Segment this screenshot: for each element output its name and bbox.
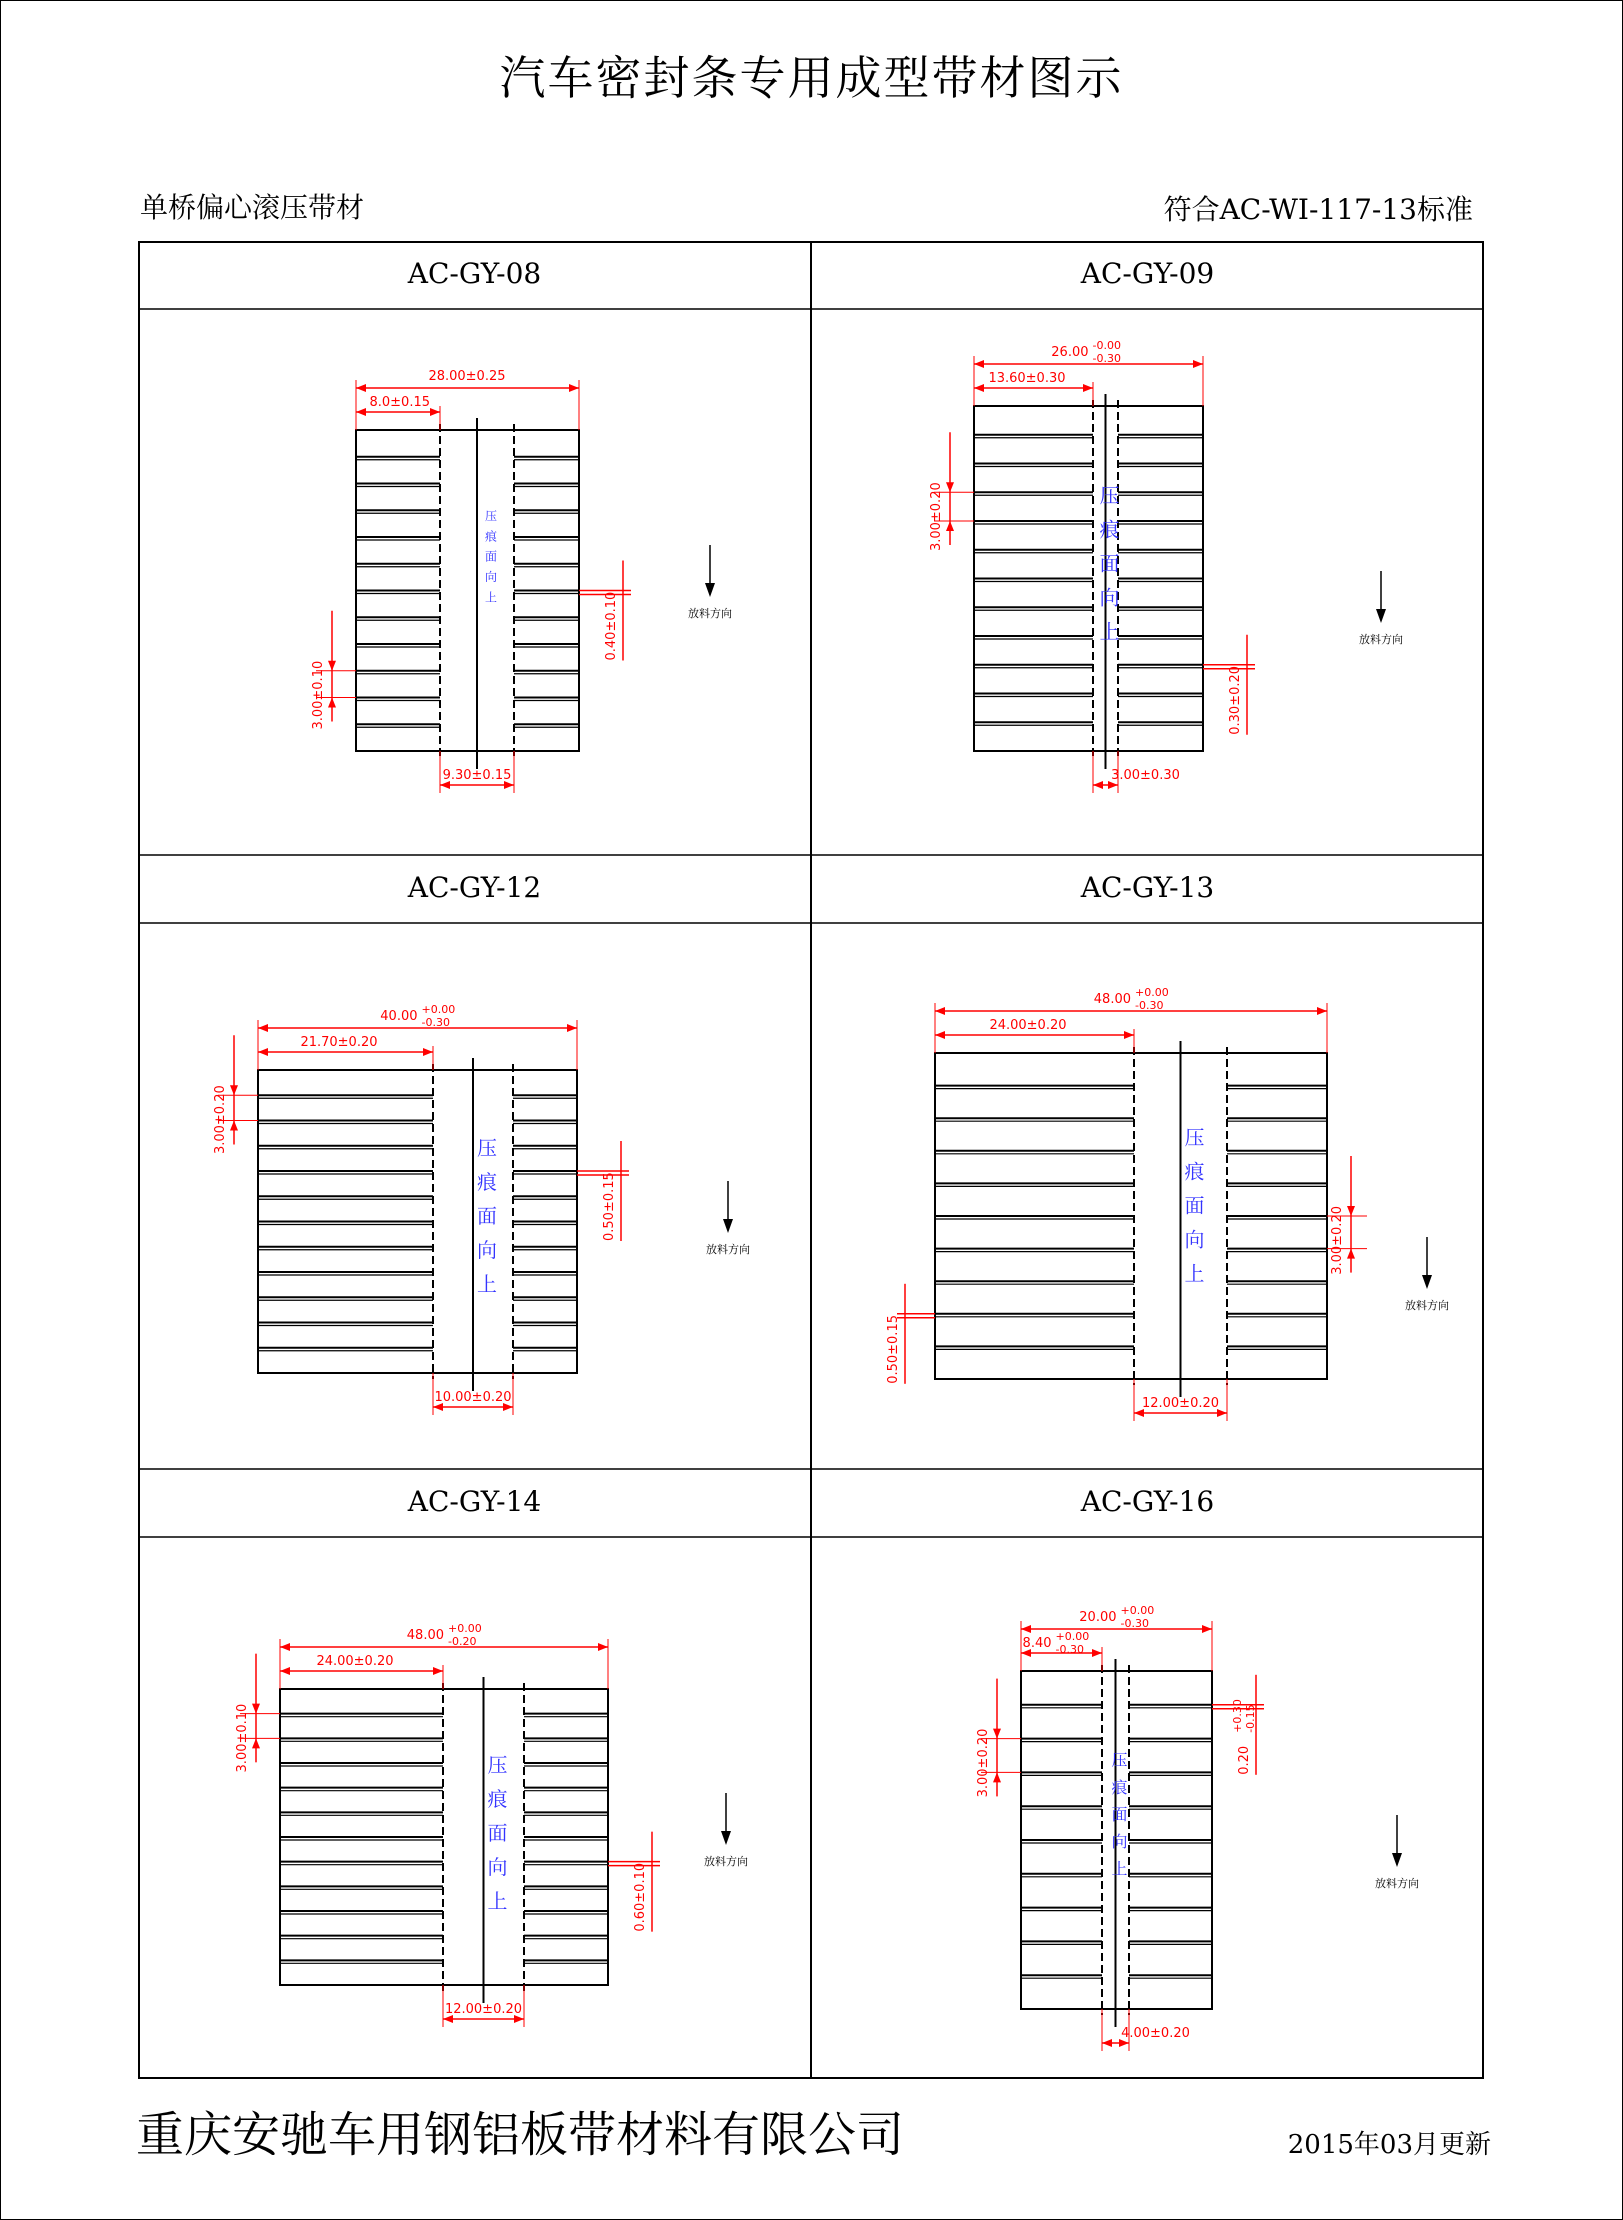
total-width-label xyxy=(1051,339,1121,365)
note-char: 上 xyxy=(477,1271,497,1296)
emboss-face-up-note xyxy=(1185,1125,1205,1285)
left-width-label xyxy=(369,395,430,410)
pitch-dimension xyxy=(311,611,356,730)
feed-direction-arrow xyxy=(1359,571,1403,646)
slot-dimension xyxy=(577,1141,629,1241)
pitch-dimension xyxy=(929,432,974,551)
note-char: 向 xyxy=(487,1854,508,1879)
slot-label xyxy=(1228,666,1243,735)
left-width-label xyxy=(316,1654,393,1669)
emboss-face-up-note xyxy=(477,1136,497,1296)
slot-dimension xyxy=(608,1832,660,1932)
pitch-dimension xyxy=(213,1035,258,1154)
svg-text:0.20: 0.20 xyxy=(1237,1745,1252,1775)
panel-code-ac-gy-09: AC-GY-09 xyxy=(1080,256,1215,290)
figure-ac-gy-13 xyxy=(811,923,1484,1469)
pitch-label: 3.00±0.10 xyxy=(311,660,326,730)
left-width-label xyxy=(989,1018,1066,1033)
pitch-label: 3.00±0.10 xyxy=(235,1703,250,1773)
svg-text:13.60±0.30: 13.60±0.30 xyxy=(988,371,1066,386)
slot-label xyxy=(633,1863,648,1932)
company-name: 重庆安驰车用钢铝板带材料有限公司 xyxy=(136,2107,905,2163)
svg-text:21.70±0.20: 21.70±0.20 xyxy=(300,1035,378,1050)
svg-text:28.00±0.25: 28.00±0.25 xyxy=(428,369,506,384)
pitch-label: 3.00±0.20 xyxy=(976,1728,991,1798)
feed-direction-label: 放料方向 xyxy=(1359,633,1403,646)
center-width-label: 12.00±0.20 xyxy=(1141,1396,1220,1411)
feed-direction-label: 放料方向 xyxy=(688,607,732,620)
svg-text:0.50±0.15: 0.50±0.15 xyxy=(602,1172,617,1241)
pitch-dimension xyxy=(235,1654,280,1773)
note-char: 上 xyxy=(1099,619,1120,644)
svg-text:24.00±0.20: 24.00±0.20 xyxy=(989,1018,1067,1033)
left-width-label xyxy=(300,1035,377,1050)
total-width-label xyxy=(380,1003,455,1029)
figure-ac-gy-16 xyxy=(811,1537,1484,2083)
panel-code-ac-gy-14: AC-GY-14 xyxy=(407,1484,542,1518)
note-char: 向 xyxy=(484,570,498,585)
svg-text:+0.30: +0.30 xyxy=(1231,1699,1244,1733)
center-width-label: 10.00±0.20 xyxy=(434,1390,512,1405)
note-char: 向 xyxy=(477,1237,497,1262)
panel-code-ac-gy-12: AC-GY-12 xyxy=(407,870,542,904)
center-width-label: 4.00±0.20 xyxy=(1121,2026,1190,2041)
feed-direction-arrow xyxy=(1375,1815,1419,1890)
note-char: 痕 xyxy=(1099,517,1120,542)
svg-text:8.40: 8.40 xyxy=(1022,1636,1052,1651)
note-char: 痕 xyxy=(1111,1777,1128,1797)
note-char: 痕 xyxy=(1184,1159,1205,1184)
note-char: 压 xyxy=(1111,1750,1128,1770)
svg-text:8.0±0.15: 8.0±0.15 xyxy=(369,395,430,410)
feed-direction-label: 放料方向 xyxy=(1405,1299,1449,1312)
pitch-label: 3.00±0.20 xyxy=(1330,1206,1345,1275)
panel-code-ac-gy-13: AC-GY-13 xyxy=(1080,870,1215,904)
svg-text:20.00: 20.00 xyxy=(1079,1610,1117,1625)
slot-dimension xyxy=(1212,1675,1264,1775)
note-char: 压 xyxy=(1184,1125,1205,1150)
note-char: 面 xyxy=(477,1203,497,1228)
standard-label: 符合AC-WI-117-13标准 xyxy=(1163,193,1473,226)
figure-ac-gy-14 xyxy=(138,1537,811,2083)
left-width-dimension xyxy=(974,371,1093,406)
page-title: 汽车密封条专用成型带材图示 xyxy=(499,51,1124,105)
feed-direction-arrow xyxy=(704,1793,748,1868)
svg-text:0.30±0.20: 0.30±0.20 xyxy=(1228,665,1243,735)
total-width-label xyxy=(1094,986,1169,1012)
svg-text:-0.15: -0.15 xyxy=(1244,1704,1257,1733)
svg-text:0.60±0.10: 0.60±0.10 xyxy=(633,1862,648,1932)
slot-dimension xyxy=(1203,635,1255,735)
feed-direction-label: 放料方向 xyxy=(704,1855,748,1868)
note-char: 向 xyxy=(1099,585,1120,610)
svg-text:+0.00: +0.00 xyxy=(1055,1630,1090,1643)
svg-text:-0.30: -0.30 xyxy=(1135,999,1164,1012)
slot-dimension xyxy=(579,561,631,661)
figure-ac-gy-08 xyxy=(138,309,811,855)
update-date: 2015年03月更新 xyxy=(1287,2130,1491,2160)
left-width-label xyxy=(988,371,1065,386)
svg-text:-0.00: -0.00 xyxy=(1092,339,1121,352)
note-char: 压 xyxy=(484,508,498,523)
svg-text:+0.00: +0.00 xyxy=(421,1003,456,1016)
note-char: 压 xyxy=(1099,483,1120,508)
total-width-label xyxy=(1079,1604,1154,1630)
figure-ac-gy-12 xyxy=(138,923,811,1469)
svg-text:24.00±0.20: 24.00±0.20 xyxy=(316,1654,394,1669)
panel-code-ac-gy-08: AC-GY-08 xyxy=(407,256,542,290)
strip-outline xyxy=(974,406,1203,751)
note-char: 上 xyxy=(487,1888,508,1913)
left-width-dimension xyxy=(1021,1630,1102,1671)
slot-label xyxy=(602,1172,617,1241)
svg-text:26.00: 26.00 xyxy=(1051,345,1089,360)
note-char: 向 xyxy=(1111,1832,1128,1852)
note-char: 上 xyxy=(1111,1859,1128,1879)
panel-code-ac-gy-16: AC-GY-16 xyxy=(1080,1484,1215,1518)
total-width-label xyxy=(428,369,505,384)
svg-text:+0.00: +0.00 xyxy=(1120,1604,1155,1617)
feed-direction-arrow xyxy=(1405,1237,1449,1312)
note-char: 痕 xyxy=(484,529,498,544)
strip-outline xyxy=(935,1053,1327,1379)
feed-direction-arrow xyxy=(706,1181,750,1256)
note-char: 面 xyxy=(1184,1193,1205,1218)
emboss-face-up-note xyxy=(1100,484,1120,644)
slot-label xyxy=(1231,1699,1257,1775)
left-width-dimension xyxy=(935,1018,1134,1053)
feed-direction-label: 放料方向 xyxy=(1375,1877,1419,1890)
svg-text:-0.30: -0.30 xyxy=(1092,352,1121,365)
svg-text:-0.30: -0.30 xyxy=(1055,1643,1084,1656)
note-char: 面 xyxy=(487,1820,508,1845)
svg-text:48.00: 48.00 xyxy=(406,1628,444,1643)
left-width-dimension xyxy=(356,395,440,430)
svg-text:-0.20: -0.20 xyxy=(448,1635,477,1648)
slot-label xyxy=(604,592,619,661)
svg-text:-0.30: -0.30 xyxy=(1120,1617,1149,1630)
note-char: 压 xyxy=(477,1135,497,1160)
pitch-label: 3.00±0.20 xyxy=(929,482,944,552)
pitch-dimension xyxy=(976,1679,1021,1798)
svg-text:48.00: 48.00 xyxy=(1093,992,1131,1007)
slot-dimension xyxy=(886,1284,935,1384)
left-width-dimension xyxy=(280,1654,443,1689)
note-char: 向 xyxy=(1184,1227,1205,1252)
pitch-dimension xyxy=(1327,1156,1367,1275)
note-char: 面 xyxy=(1111,1805,1128,1825)
center-width-label: 3.00±0.30 xyxy=(1111,768,1180,783)
svg-text:-0.30: -0.30 xyxy=(421,1016,450,1029)
note-char: 面 xyxy=(484,549,498,564)
note-char: 痕 xyxy=(487,1786,508,1811)
feed-direction-label: 放料方向 xyxy=(706,1243,750,1256)
strip-outline xyxy=(258,1070,577,1373)
svg-text:0.40±0.10: 0.40±0.10 xyxy=(604,591,619,661)
note-char: 压 xyxy=(487,1752,508,1777)
slot-label xyxy=(886,1315,901,1384)
svg-text:40.00: 40.00 xyxy=(380,1009,418,1024)
note-char: 面 xyxy=(1099,551,1120,576)
feed-direction-arrow xyxy=(688,545,732,620)
figure-ac-gy-09 xyxy=(811,309,1484,855)
svg-text:+0.00: +0.00 xyxy=(1135,986,1169,999)
center-width-label: 12.00±0.20 xyxy=(444,2002,523,2017)
product-type-label: 单桥偏心滚压带材 xyxy=(140,191,365,224)
note-char: 上 xyxy=(484,590,498,605)
pitch-label: 3.00±0.20 xyxy=(213,1085,228,1155)
total-width-label xyxy=(407,1622,482,1648)
note-char: 上 xyxy=(1184,1261,1205,1286)
center-width-label: 9.30±0.15 xyxy=(442,768,512,783)
svg-text:0.50±0.15: 0.50±0.15 xyxy=(886,1315,901,1384)
svg-text:+0.00: +0.00 xyxy=(448,1622,482,1635)
note-char: 痕 xyxy=(477,1169,497,1194)
left-width-label xyxy=(1023,1630,1090,1656)
left-width-dimension xyxy=(258,1035,433,1070)
emboss-face-up-note xyxy=(488,1753,508,1913)
